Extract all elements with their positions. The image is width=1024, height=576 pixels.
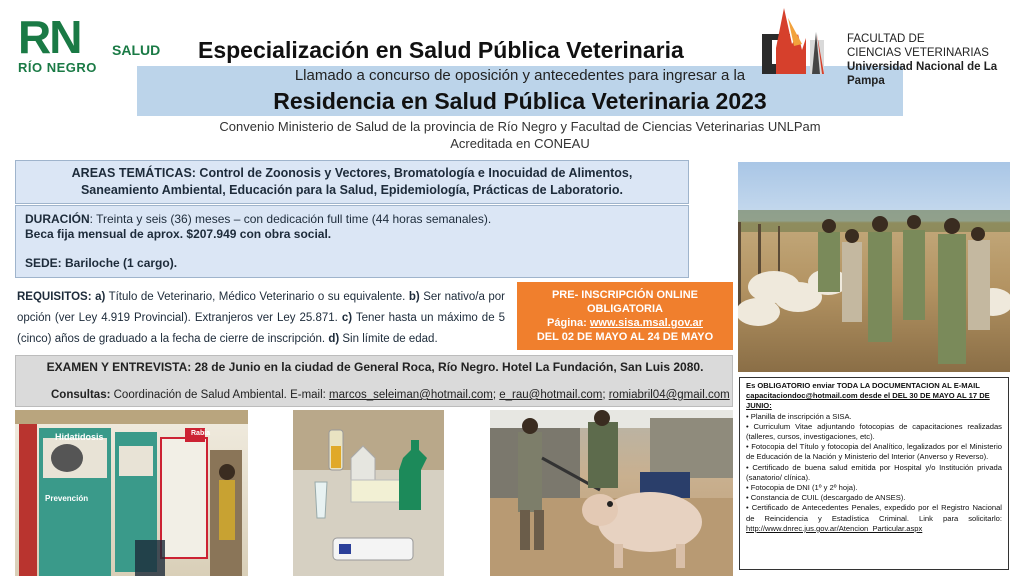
req-c-text: Tener hasta un máximo de 5 (cinco) años de graduado a la fecha de cierre de inscripción. (17, 312, 505, 345)
contact-label: Consultas: (51, 389, 111, 401)
duration-box (15, 205, 689, 278)
exhibit-banner-text: Rabia (191, 430, 211, 437)
areas-line: AREAS TEMÁTICAS: Control de Zoonosis y Vectores, Bromatología e Inocuidad de Alimentos, (71, 166, 633, 180)
doc-head-dates: desde el DEL 30 DE MAYO AL 17 DE JUNIO: (746, 391, 990, 411)
req-b-text: Ser nativo/a por opción (ver Ley 4.919 Provincial). Extranjeros ver Ley 25.871. (17, 291, 505, 324)
requirements-text (17, 287, 505, 350)
prereg-page-label: Página: (547, 317, 590, 329)
dnrec-link[interactable]: http://www.dnrec.jus.gov.ar/Atencion_Particular.aspx (746, 523, 923, 533)
rn-logo-text: RÍO NEGRO (18, 60, 97, 75)
list-item: • Constancia de CUIL (descargado de ANSES). (746, 493, 1002, 503)
contact-line (51, 389, 730, 401)
areas-line: Saneamiento Ambiental, Educación para la Salud, Epidemiología, Prácticas de Laboratorio. (80, 183, 624, 197)
email-link[interactable]: marcos_seleiman@hotmail.com (329, 389, 493, 401)
documentation-header (746, 381, 1002, 412)
list-item: • Fotocopia de DNI (1º y 2º hoja). (746, 483, 1002, 493)
prereg-dates: DEL 02 DE MAYO AL 24 DE MAYO (536, 331, 714, 343)
sisa-link[interactable]: www.sisa.msal.gov.ar (589, 317, 703, 329)
residency-title: Residencia en Salud Pública Veterinaria 2023 (273, 88, 767, 114)
call-subtitle: Llamado a concurso de oposición y antecedentes para ingresar a la (294, 67, 746, 84)
contact-text: Coordinación de Salud Ambiental. E-mail: (110, 389, 330, 401)
prereg-line: PRE- INSCRIPCIÓN ONLINE (551, 289, 699, 301)
req-d-label: d) (328, 333, 340, 345)
rn-logo-mark: RN (18, 11, 81, 63)
faculty-line: CIENCIAS VETERINARIAS (847, 47, 989, 59)
req-c-label: c) (341, 312, 353, 324)
list-item (746, 503, 1002, 534)
pre-registration-box (517, 282, 733, 350)
req-a-label: a) (95, 291, 106, 303)
list-item: • Certificado de buena salud emitida por Hospital y/o Institución privada (sanatorio/ clínica). (746, 463, 1002, 483)
req-a-text: Título de Veterinario, Médico Veterinario o su equivalente. (105, 291, 409, 303)
separator: ; (602, 389, 609, 401)
rio-negro-logo (18, 11, 108, 80)
sheep-photo (738, 162, 1010, 372)
documents-list (746, 412, 1002, 534)
thematic-areas-box (15, 160, 689, 204)
list-item: • Fotocopia del Título y fotocopia del Analítico, legalizados por el Ministerio de Educación de la Nación y Ministerio del Interior (Anverso y Reverso). (746, 442, 1002, 462)
email-link[interactable]: e_rau@hotmail.com (499, 389, 603, 401)
doc-email-link[interactable]: capacitaciondoc@hotmail.com (746, 391, 858, 401)
accreditation-line: Acreditada en CONEAU (450, 136, 590, 151)
exhibit-banner-text: Hidatidosis (55, 432, 104, 442)
university-name: Universidad Nacional de La Pampa (847, 61, 998, 87)
scholarship-text: Beca fija mensual de aprox. $207.949 con obra social. (25, 227, 332, 241)
list-item: • Curriculum Vitae adjuntando fotocopias de capacitaciones realizadas (talleres, cursos, investigaciones, etc). (746, 422, 1002, 442)
location-text: SEDE: Bariloche (1 cargo). (25, 256, 178, 270)
req-b-label: b) (408, 291, 420, 303)
agreement-line: Convenio Ministerio de Salud de la provincia de Río Negro y Facultad de Ciencias Veterinarias UNLPam (219, 119, 821, 134)
faculty-logo-icon (762, 4, 826, 76)
list-item: • Planilla de inscripción a SISA. (746, 412, 1002, 422)
requirements-label: REQUISITOS: (17, 291, 92, 303)
doc-head-text: Es OBLIGATORIO enviar TODA LA DOCUMENTACION AL E-MAIL (746, 381, 980, 390)
pig-handling-photo (490, 410, 733, 576)
faculty-line: FACULTAD DE (847, 33, 925, 45)
laboratory-photo (293, 410, 444, 576)
prereg-line: OBLIGATORIA (587, 303, 663, 315)
duration-label: DURACIÓN (25, 212, 90, 226)
salud-label: SALUD (112, 42, 161, 58)
email-link[interactable]: romiabril04@gmail.com (608, 389, 730, 401)
documentation-box (739, 377, 1009, 570)
exhibit-photo (15, 410, 248, 576)
exam-line: EXAMEN Y ENTREVISTA: 28 de Junio en la ciudad de General Roca, Río Negro. Hotel La Fundación, San Luis 2080. (46, 360, 704, 374)
prereg-page-line (517, 316, 733, 330)
separator: ; (492, 389, 500, 401)
list-item-text: Certificado de Antecedentes Penales, expedido por el Registro Nacional de Reincidencia y Estadística Criminal. Link para solicitarlo: (746, 503, 1002, 523)
duration-line (25, 212, 688, 227)
exhibit-banner-text: Prevención (45, 494, 89, 503)
exam-box (15, 355, 733, 407)
agreement-text (137, 118, 903, 152)
req-d-text: Sin límite de edad. (339, 333, 438, 345)
duration-text: : Treinta y seis (36) meses – con dedicación full time (44 horas semanales). (89, 212, 492, 226)
page-title: Especialización en Salud Pública Veterinaria (198, 37, 684, 63)
faculty-name (847, 32, 1024, 88)
